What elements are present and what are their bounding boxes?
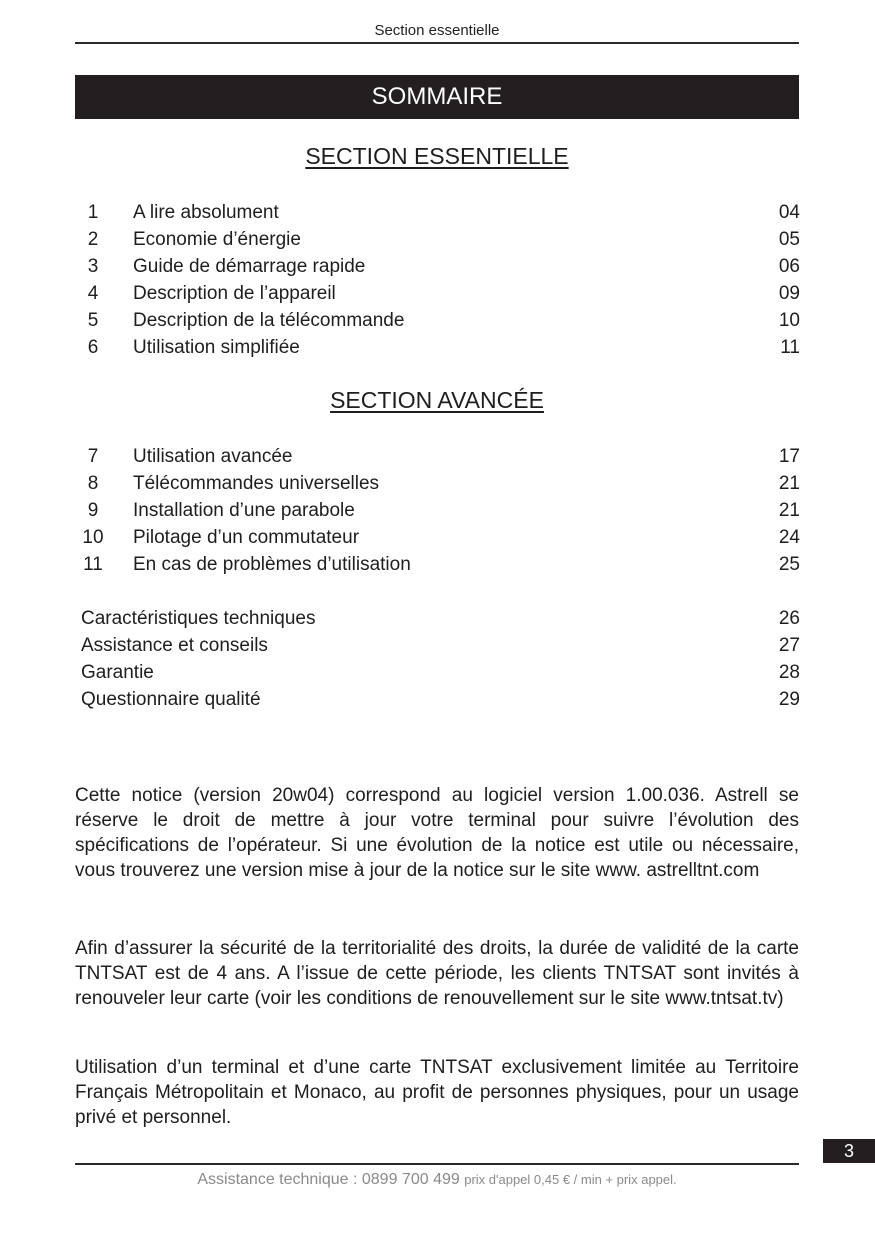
toc-page: 09 bbox=[778, 283, 800, 304]
toc-row[interactable] bbox=[75, 605, 800, 632]
usage-paragraph: Utilisation d’un terminal et d’une carte TNTSAT exclusivement limitée au Territoire Français Métropolitain et Monaco, au profit de personnes physiques, pour un usage privé et personnel. bbox=[75, 1057, 799, 1128]
territoriality-paragraph: Afin d’assurer la sécurité de la territorialité des droits, la durée de validité de la carte TNTSAT est de 4 ans. A l’issue de cette période, les clients TNTSAT sont invités à renouveler leur carte (voir les conditions de renouvellement sur le site www.tntsat.tv) bbox=[75, 938, 799, 1009]
page-number: 3 bbox=[843, 1140, 854, 1161]
section-essentielle-heading: SECTION ESSENTIELLE bbox=[305, 143, 569, 169]
footer bbox=[75, 1171, 799, 1189]
toc-page: 06 bbox=[778, 256, 800, 277]
toc-number: 4 bbox=[87, 283, 99, 304]
toc-row[interactable] bbox=[75, 199, 800, 226]
toc-page: 21 bbox=[778, 473, 800, 494]
toc-avancee bbox=[75, 443, 800, 578]
footer-assistance: Assistance technique : 0899 700 499 bbox=[197, 1171, 460, 1188]
toc-page: 04 bbox=[778, 202, 800, 223]
toc-row[interactable] bbox=[75, 226, 800, 253]
toc-label: Utilisation avancée bbox=[133, 446, 293, 467]
section-avancee-heading: SECTION AVANCÉE bbox=[330, 387, 544, 413]
toc-row[interactable] bbox=[75, 470, 800, 497]
toc-label: Assistance et conseils bbox=[81, 635, 268, 656]
toc-page: 24 bbox=[778, 527, 800, 548]
toc-label: En cas de problèmes d’utilisation bbox=[133, 554, 411, 575]
toc-label: Pilotage d’un commutateur bbox=[133, 527, 360, 548]
toc-number: 1 bbox=[87, 202, 99, 223]
toc-row[interactable] bbox=[75, 253, 800, 280]
toc-number: 2 bbox=[87, 229, 99, 250]
toc-label: Utilisation simplifiée bbox=[133, 337, 300, 358]
header-rule bbox=[75, 42, 799, 44]
toc-page: 29 bbox=[778, 689, 800, 710]
toc-label: Questionnaire qualité bbox=[81, 689, 261, 710]
toc-number: 10 bbox=[82, 527, 104, 548]
toc-number: 8 bbox=[87, 473, 99, 494]
toc-label: A lire absolument bbox=[133, 202, 279, 223]
toc-row[interactable] bbox=[75, 307, 800, 334]
version-note-paragraph: Cette notice (version 20w04) correspond au logiciel version 1.00.036. Astrell se réserve le droit de mettre à jour votre terminal pour suivre l’évolution des spécifications de l’opérateur. Si une évolution de la notice est utile ou nécessaire, vous trouverez une version mise à jour de la notice sur le site www. astrelltnt.com bbox=[75, 785, 799, 881]
toc-row[interactable] bbox=[75, 659, 800, 686]
toc-page: 17 bbox=[778, 446, 800, 467]
toc-number: 11 bbox=[83, 554, 103, 575]
toc-row[interactable] bbox=[75, 551, 800, 578]
toc-label: Caractéristiques techniques bbox=[81, 608, 316, 629]
toc-number: 7 bbox=[87, 446, 99, 467]
running-header: Section essentielle bbox=[374, 22, 500, 39]
toc-number: 5 bbox=[87, 310, 99, 331]
toc-page: 25 bbox=[778, 554, 800, 575]
toc-number: 6 bbox=[87, 337, 99, 358]
page-number-badge bbox=[823, 1139, 875, 1163]
toc-label: Télécommandes universelles bbox=[133, 473, 380, 494]
toc-number: 9 bbox=[87, 500, 99, 521]
toc-row[interactable] bbox=[75, 280, 800, 307]
toc-label: Description de la télécommande bbox=[133, 310, 405, 331]
toc-page: 21 bbox=[778, 500, 800, 521]
toc-label: Garantie bbox=[81, 662, 154, 683]
toc-page: 27 bbox=[778, 635, 800, 656]
footer-rule bbox=[75, 1163, 799, 1165]
toc-label: Description de l’appareil bbox=[133, 283, 336, 304]
toc-row[interactable] bbox=[75, 497, 800, 524]
toc-row[interactable] bbox=[75, 443, 800, 470]
toc-page: 10 bbox=[778, 310, 800, 331]
toc-label: Guide de démarrage rapide bbox=[133, 256, 366, 277]
toc-row[interactable] bbox=[75, 524, 800, 551]
toc-page: 26 bbox=[778, 608, 800, 629]
toc-extras bbox=[75, 605, 800, 713]
toc-page: 11 bbox=[780, 337, 800, 358]
toc-row[interactable] bbox=[75, 632, 800, 659]
toc-label: Economie d’énergie bbox=[133, 229, 301, 250]
sommaire-title: SOMMAIRE bbox=[371, 83, 503, 110]
toc-row[interactable] bbox=[75, 334, 800, 361]
sommaire-banner bbox=[75, 75, 799, 119]
footer-price: prix d'appel 0,45 € / min + prix appel. bbox=[464, 1172, 677, 1187]
toc-label: Installation d’une parabole bbox=[133, 500, 355, 521]
toc-row[interactable] bbox=[75, 686, 800, 713]
toc-essentielle bbox=[75, 199, 800, 361]
toc-number: 3 bbox=[87, 256, 99, 277]
toc-page: 28 bbox=[778, 662, 800, 683]
toc-page: 05 bbox=[778, 229, 800, 250]
